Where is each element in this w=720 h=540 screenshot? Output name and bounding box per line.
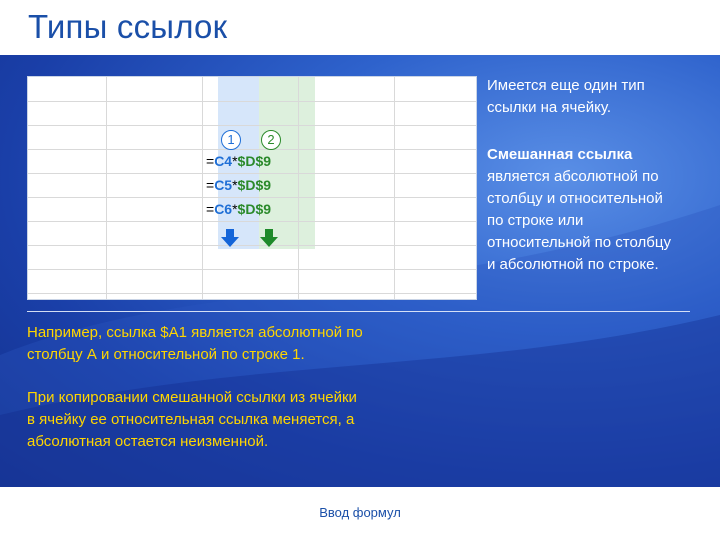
example-line-2: столбцу А и относительной по строке 1. (27, 346, 305, 363)
mixed-reference-heading: Смешанная ссылка (487, 146, 633, 163)
formula-equals: = (206, 153, 215, 169)
formula-cell-row-1 (206, 153, 271, 169)
copy-note-line-1: При копировании смешанной ссылки из ячейки (27, 389, 357, 406)
intro-line-1: Имеется еще один тип (487, 77, 645, 94)
formula-operator: * (232, 177, 238, 193)
absolute-ref: $D$9 (237, 201, 272, 217)
slide-footer: Ввод формул (319, 505, 401, 520)
example-line-1: Например, ссылка $A1 является абсолютной по (27, 324, 363, 341)
desc-line-2: столбцу и относительной (487, 190, 663, 207)
copy-note-line-2: в ячейку ее относительная ссылка меняется, а (27, 411, 355, 428)
intro-line-2: ссылки на ячейку. (487, 99, 611, 116)
formula-operator: * (232, 153, 238, 169)
desc-line-4: относительной по столбцу (487, 234, 671, 251)
absolute-ref: $D$9 (237, 153, 272, 169)
relative-ref: C4 (214, 153, 233, 169)
desc-line-1: является абсолютной по (487, 168, 659, 185)
absolute-ref: $D$9 (237, 177, 272, 193)
formula-equals: = (206, 177, 215, 193)
divider (27, 311, 690, 312)
relative-ref: C5 (214, 177, 233, 193)
formula-operator: * (232, 201, 238, 217)
desc-line-5: и абсолютной по строке. (487, 256, 659, 273)
marker-1-icon: 1 (221, 130, 241, 150)
formula-equals: = (206, 201, 215, 217)
formula-cell-row-3 (206, 201, 271, 217)
slide-title: Типы ссылок (28, 8, 228, 45)
copy-note-line-3: абсолютная остается неизменной. (27, 433, 269, 450)
spreadsheet-image (27, 76, 477, 300)
formula-cell-row-2 (206, 177, 271, 193)
relative-ref: C6 (214, 201, 233, 217)
desc-line-3: по строке или (487, 212, 584, 229)
marker-2-icon: 2 (261, 130, 281, 150)
